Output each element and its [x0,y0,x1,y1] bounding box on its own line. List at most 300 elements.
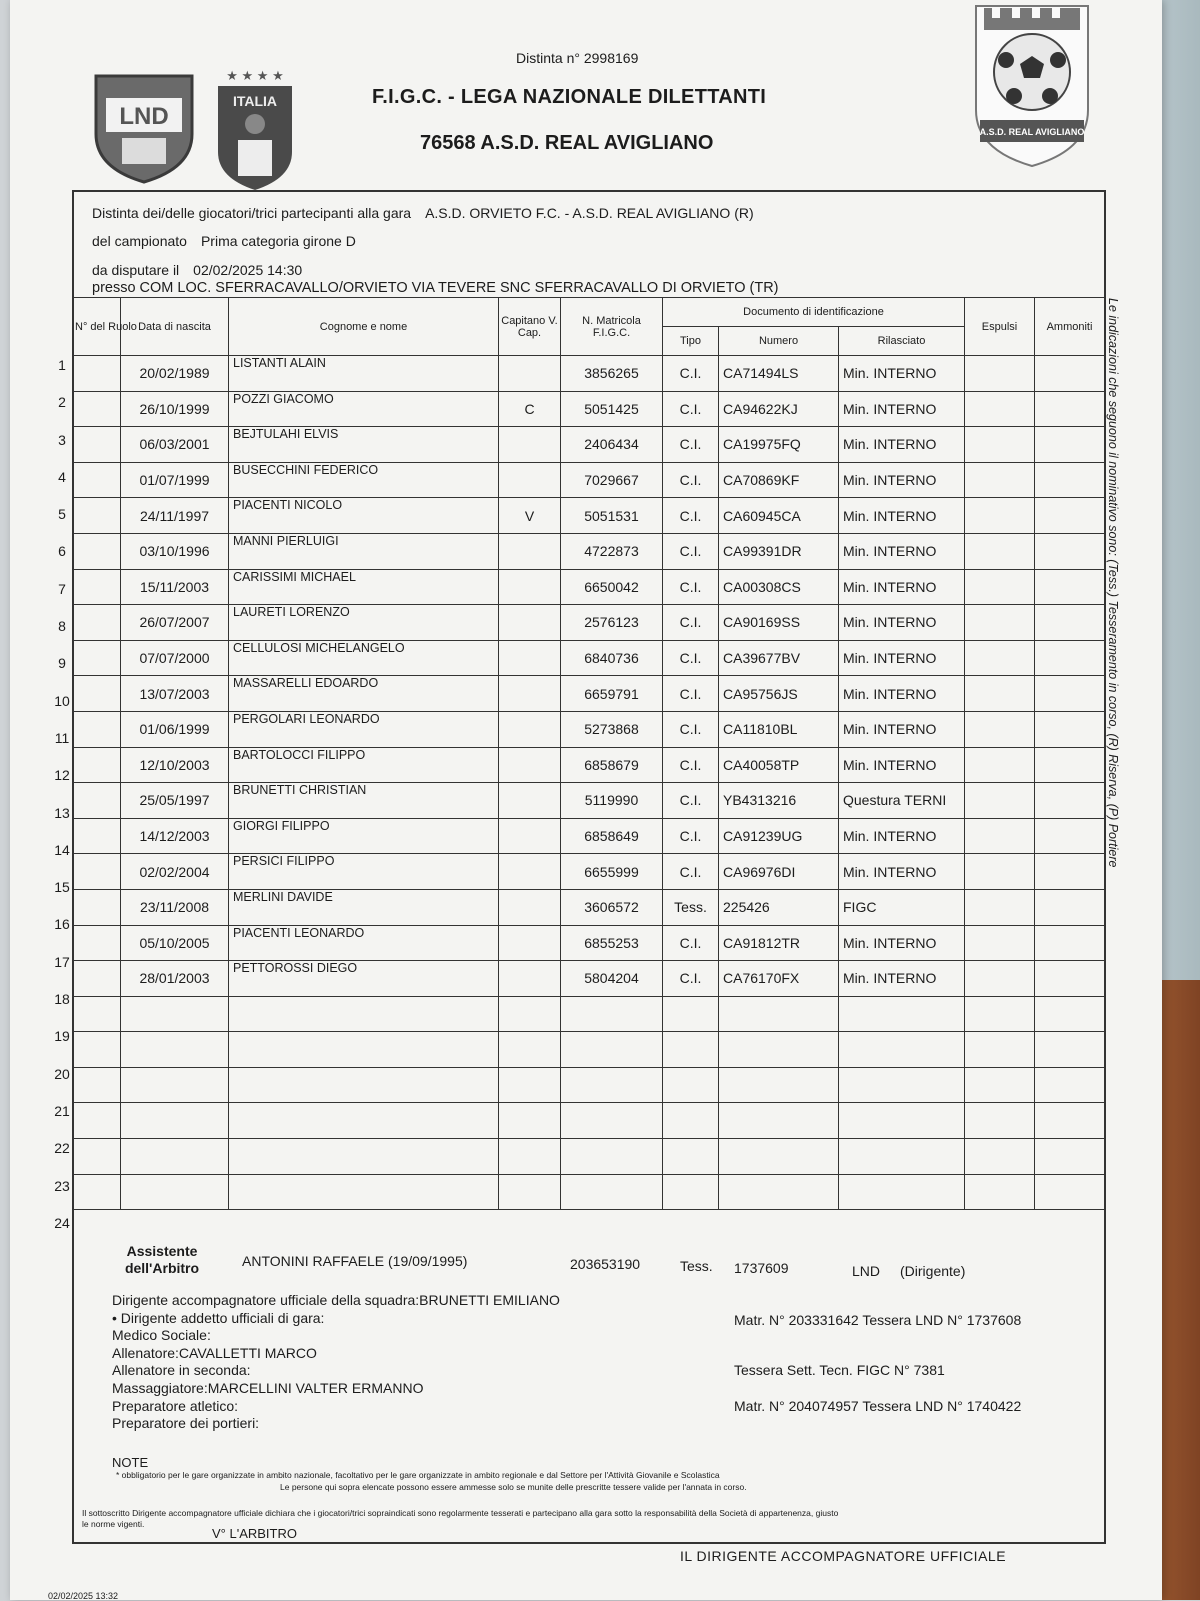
doc-type: C.I. [663,711,719,747]
col-matricola: N. Matricola F.I.G.C. [561,298,663,356]
label-date: da disputare il [92,262,180,278]
doc-number: 225426 [719,889,839,925]
birth-date: 06/03/2001 [121,427,229,463]
row-number: 24 [54,1214,70,1231]
doc-number: CA39677BV [719,640,839,676]
birth-date: 01/07/1999 [121,462,229,498]
row-number: 3 [58,431,66,448]
matricola: 5051425 [561,391,663,427]
doc-type: C.I. [663,498,719,534]
match-date: 02/02/2025 14:30 [193,262,303,278]
empty-cell [73,889,121,925]
empty-cell [121,1103,229,1139]
roster-table [72,297,1105,1210]
table-row [73,569,1105,605]
table-row [73,427,1105,463]
player-name: PIACENTI LEONARDO [229,925,499,961]
birth-date: 26/07/2007 [121,605,229,641]
empty-cell [561,1032,663,1068]
empty-cell [561,1139,663,1175]
empty-cell [965,356,1035,392]
birth-date: 13/07/2003 [121,676,229,712]
empty-cell [1035,889,1105,925]
dirigente-addetto: • Dirigente addetto ufficiali di gara: [112,1309,325,1326]
empty-cell [663,1103,719,1139]
lnd-logo-text: LND [119,103,169,130]
empty-cell [839,1067,965,1103]
empty-cell [1035,961,1105,997]
footnote-1: * obbligatorio per le gare organizzate in ambito nazionale, facoltativo per le gare organizzate in ambito regionale e dal Settore per l'Attività Giovanile e Scolastica [116,1470,720,1480]
table-row [73,889,1105,925]
captain-mark [499,533,561,569]
col-capitano: Capitano V. Cap. [499,298,561,356]
birth-date: 05/10/2005 [121,925,229,961]
captain-mark [499,961,561,997]
birth-date: 02/02/2004 [121,854,229,890]
doc-issuer: Questura TERNI [839,783,965,819]
dirigente-accompagnatore: Dirigente accompagnatore ufficiale della squadra:BRUNETTI EMILIANO [112,1292,560,1308]
player-name: MERLINI DAVIDE [229,889,499,925]
empty-cell [1035,783,1105,819]
empty-cell [1035,1067,1105,1103]
table-row [73,605,1105,641]
empty-cell [965,605,1035,641]
captain-mark [499,818,561,854]
club-logo-text: A.S.D. REAL AVIGLIANO [979,127,1085,137]
empty-cell [965,961,1035,997]
empty-cell [965,818,1035,854]
table-row [73,676,1105,712]
empty-cell [965,996,1035,1032]
captain-mark [499,605,561,641]
empty-cell [719,1067,839,1103]
empty-cell [965,889,1035,925]
col-ruolo: N° del Ruolo [73,298,121,356]
birth-date: 01/06/1999 [121,711,229,747]
col-nascita: Data di nascita [121,298,229,356]
captain-mark [499,783,561,819]
assistant-numero: 1737609 [734,1260,789,1276]
player-name: PETTOROSSI DIEGO [229,961,499,997]
arbitro-signature-label: V° L'ARBITRO [212,1526,297,1541]
doc-issuer: Min. INTERNO [839,747,965,783]
empty-cell [1035,498,1105,534]
empty-cell [561,996,663,1032]
birth-date: 12/10/2003 [121,747,229,783]
matricola: 6650042 [561,569,663,605]
empty-cell [1035,569,1105,605]
empty-cell [73,1174,121,1210]
empty-cell [229,1103,499,1139]
matricola: 5051531 [561,498,663,534]
doc-issuer: Min. INTERNO [839,498,965,534]
table-row [73,498,1105,534]
empty-cell [719,996,839,1032]
doc-number: CA91812TR [719,925,839,961]
doc-number: CA71494LS [719,356,839,392]
table-row [73,783,1105,819]
assistant-row [82,1243,1102,1283]
empty-cell [73,605,121,641]
medico-sociale: Medico Sociale: [112,1327,211,1344]
empty-cell [561,1067,663,1103]
table-row [73,747,1105,783]
col-nome: Cognome e nome [229,298,499,356]
matricola: 5804204 [561,961,663,997]
doc-issuer: Min. INTERNO [839,356,965,392]
row-number: 6 [58,543,66,560]
empty-cell [965,498,1035,534]
player-name: PIACENTI NICOLO [229,498,499,534]
table-row [73,961,1105,997]
empty-cell [73,854,121,890]
assistant-role: (Dirigente) [900,1263,966,1279]
matr-dirigente: Matr. N° 203331642 Tessera LND N° 1737608 [734,1312,1022,1328]
print-timestamp: 02/02/2025 13:32 [48,1591,119,1601]
empty-cell [1035,925,1105,961]
allenatore-seconda: Allenatore in seconda: [112,1362,251,1379]
club-title: 76568 A.S.D. REAL AVIGLIANO [420,132,714,154]
matr-massaggiatore: Matr. N° 204074957 Tessera LND N° 1740422 [734,1398,1022,1414]
empty-cell [719,1139,839,1175]
empty-cell [229,1174,499,1210]
table-row [73,533,1105,569]
doc-number: CA94622KJ [719,391,839,427]
empty-cell [499,1067,561,1103]
row-number: 17 [54,953,70,970]
matricola: 6840736 [561,640,663,676]
empty-cell [121,1032,229,1068]
table-row [73,818,1105,854]
empty-cell [663,1032,719,1068]
row-number: 2 [58,394,66,411]
italia-logo [212,66,298,192]
empty-cell [1035,533,1105,569]
row-number: 8 [58,618,66,635]
captain-mark [499,462,561,498]
doc-type: C.I. [663,356,719,392]
matricola: 7029667 [561,462,663,498]
empty-cell [1035,391,1105,427]
note-label: NOTE [112,1455,149,1470]
row-number: 5 [58,506,66,523]
captain-mark [499,640,561,676]
matricola: 6858679 [561,747,663,783]
empty-cell [839,1103,965,1139]
col-rilasciato: Rilasciato [839,327,965,356]
campionato-line [92,233,356,249]
player-name: BEJTULAHI ELVIS [229,427,499,463]
row-number: 23 [54,1177,70,1194]
col-tipo: Tipo [663,327,719,356]
table-row [73,925,1105,961]
doc-type: C.I. [663,961,719,997]
table-row [73,854,1105,890]
empty-cell [73,925,121,961]
doc-number: CA99391DR [719,533,839,569]
empty-cell [663,996,719,1032]
doc-issuer: Min. INTERNO [839,533,965,569]
doc-type: C.I. [663,747,719,783]
doc-number: CA60945CA [719,498,839,534]
matricola: 6855253 [561,925,663,961]
row-number: 16 [54,916,70,933]
captain-mark [499,676,561,712]
empty-cell [965,1174,1035,1210]
empty-cell [1035,996,1105,1032]
empty-cell [73,640,121,676]
doc-issuer: Min. INTERNO [839,569,965,605]
captain-mark [499,427,561,463]
player-name: LISTANTI ALAIN [229,356,499,392]
row-number: 7 [58,580,66,597]
empty-cell [73,961,121,997]
doc-number: CA19975FQ [719,427,839,463]
assistant-name: ANTONINI RAFFAELE (19/09/1995) [242,1253,468,1269]
empty-cell [965,854,1035,890]
table-row [73,462,1105,498]
doc-issuer: FIGC [839,889,965,925]
row-number: 15 [54,879,70,896]
side-legend: Le indicazioni che seguono il nominativo sono: (Tess.) Tesseramento in corso, (R) Riserva, (P) Portiere [1106,298,1120,868]
doc-issuer: Min. INTERNO [839,391,965,427]
player-name: BRUNETTI CHRISTIAN [229,783,499,819]
doc-type: C.I. [663,854,719,890]
doc-type: C.I. [663,640,719,676]
doc-issuer: Min. INTERNO [839,462,965,498]
empty-cell [965,925,1035,961]
captain-mark [499,747,561,783]
table-row [73,1103,1105,1139]
doc-type: C.I. [663,391,719,427]
captain-mark: C [499,391,561,427]
empty-cell [561,1174,663,1210]
doc-number: CA91239UG [719,818,839,854]
matricola: 5119990 [561,783,663,819]
matricola: 6659791 [561,676,663,712]
empty-cell [965,1032,1035,1068]
massaggiatore: Massaggiatore:MARCELLINI VALTER ERMANNO [112,1379,424,1396]
empty-cell [663,1067,719,1103]
captain-mark [499,356,561,392]
doc-type: C.I. [663,676,719,712]
doc-issuer: Min. INTERNO [839,427,965,463]
empty-cell [229,1067,499,1103]
birth-date: 23/11/2008 [121,889,229,925]
empty-cell [719,1174,839,1210]
birth-date: 24/11/1997 [121,498,229,534]
doc-type: C.I. [663,569,719,605]
row-number: 12 [54,767,70,784]
player-name: CELLULOSI MICHELANGELO [229,640,499,676]
assistant-rilasciato: LND [852,1263,881,1279]
doc-number: CA90169SS [719,605,839,641]
matricola: 6655999 [561,854,663,890]
allenatore: Allenatore:CAVALLETTI MARCO [112,1344,317,1361]
empty-cell [965,747,1035,783]
empty-cell [965,783,1035,819]
empty-cell [499,1139,561,1175]
empty-cell [73,747,121,783]
empty-cell [73,498,121,534]
captain-mark [499,889,561,925]
empty-cell [499,996,561,1032]
doc-issuer: Min. INTERNO [839,925,965,961]
doc-number: CA76170FX [719,961,839,997]
row-number: 22 [54,1140,70,1157]
empty-cell [1035,427,1105,463]
doc-type: C.I. [663,925,719,961]
empty-cell [73,533,121,569]
empty-cell [1035,1103,1105,1139]
empty-cell [561,1103,663,1139]
player-name: BARTOLOCCI FILIPPO [229,747,499,783]
player-name: LAURETI LORENZO [229,605,499,641]
col-documento: Documento di identificazione [663,298,965,327]
doc-number: CA00308CS [719,569,839,605]
empty-cell [229,996,499,1032]
campionato-value: Prima categoria girone D [200,233,356,249]
table-row [73,640,1105,676]
preparatore-portieri: Preparatore dei portieri: [112,1415,260,1432]
empty-cell [229,1139,499,1175]
empty-cell [663,1139,719,1175]
table-row [73,996,1105,1032]
date-line [92,262,302,278]
empty-cell [839,1139,965,1175]
empty-cell [1035,356,1105,392]
player-name: MANNI PIERLUIGI [229,533,499,569]
doc-issuer: Min. INTERNO [839,711,965,747]
birth-date: 28/01/2003 [121,961,229,997]
empty-cell [121,996,229,1032]
match-teams: A.S.D. ORVIETO F.C. - A.S.D. REAL AVIGLIANO (R) [425,205,754,221]
distinta-number: Distinta n° 2998169 [516,50,639,66]
empty-cell [1035,1032,1105,1068]
empty-cell [73,818,121,854]
birth-date: 07/07/2000 [121,640,229,676]
empty-cell [965,1139,1035,1175]
table-row [73,356,1105,392]
footnote-2: Le persone qui sopra elencate possono essere ammesse solo se munite delle prescritte tessere valide per l'annata in corso. [280,1482,747,1492]
player-name: POZZI GIACOMO [229,391,499,427]
doc-number: CA96976DI [719,854,839,890]
empty-cell [965,711,1035,747]
declaration: Il sottoscritto Dirigente accompagnatore ufficiale dichiara che i giocatori/trici sopraindicati sono regolarmente tesserati e partecipano alla gara sotto la responsabilità della Società di appartenenza, giusto [82,1508,839,1518]
assistant-tipo: Tess. [680,1258,713,1274]
empty-cell [73,1067,121,1103]
dirigente-addetto-label: Dirigente addetto ufficiali di gara: [120,1309,325,1326]
empty-cell [965,391,1035,427]
empty-cell [839,1174,965,1210]
matricola: 6858649 [561,818,663,854]
empty-cell [965,462,1035,498]
doc-issuer: Min. INTERNO [839,640,965,676]
row-number: 20 [54,1065,70,1082]
empty-cell [73,1103,121,1139]
doc-number: CA40058TP [719,747,839,783]
empty-cell [1035,462,1105,498]
row-number: 11 [54,729,70,746]
empty-cell [1035,1174,1105,1210]
svg-text:★ ★ ★ ★: ★ ★ ★ ★ [226,68,284,83]
captain-mark [499,569,561,605]
tessera-allenatore: Tessera Sett. Tecn. FIGC N° 7381 [734,1362,945,1378]
empty-cell [73,356,121,392]
preparatore-atletico: Preparatore atletico: [112,1397,239,1414]
row-number: 1 [58,357,66,373]
empty-cell [965,1067,1035,1103]
empty-cell [121,1067,229,1103]
captain-mark: V [499,498,561,534]
match-line [92,205,754,221]
doc-number: CA95756JS [719,676,839,712]
empty-cell [499,1103,561,1139]
empty-cell [719,1032,839,1068]
captain-mark [499,711,561,747]
doc-number: YB4313216 [719,783,839,819]
doc-type: C.I. [663,605,719,641]
empty-cell [1035,1139,1105,1175]
empty-cell [73,1032,121,1068]
empty-cell [965,1103,1035,1139]
birth-date: 26/10/1999 [121,391,229,427]
player-name: PERGOLARI LEONARDO [229,711,499,747]
empty-cell [965,676,1035,712]
table-row [73,1174,1105,1210]
federation-title: F.I.G.C. - LEGA NAZIONALE DILETTANTI [372,86,767,108]
col-espulsi: Espulsi [965,298,1035,356]
matricola: 3856265 [561,356,663,392]
empty-cell [1035,676,1105,712]
doc-number: CA11810BL [719,711,839,747]
player-name: CARISSIMI MICHAEL [229,569,499,605]
doc-number: CA70869KF [719,462,839,498]
doc-issuer: Min. INTERNO [839,854,965,890]
empty-cell [1035,747,1105,783]
table-row [73,711,1105,747]
empty-cell [73,676,121,712]
empty-cell [719,1103,839,1139]
doc-type: C.I. [663,818,719,854]
birth-date: 20/02/1989 [121,356,229,392]
captain-mark [499,854,561,890]
club-logo [970,0,1094,168]
birth-date: 15/11/2003 [121,569,229,605]
empty-cell [499,1174,561,1210]
matricola: 2576123 [561,605,663,641]
empty-cell [1035,711,1105,747]
doc-issuer: Min. INTERNO [839,605,965,641]
doc-type: C.I. [663,462,719,498]
dirigente-signature-label: IL DIRIGENTE ACCOMPAGNATORE UFFICIALE [680,1548,1007,1564]
player-name: PERSICI FILIPPO [229,854,499,890]
row-number: 14 [54,841,70,858]
empty-cell [1035,605,1105,641]
player-name: GIORGI FILIPPO [229,818,499,854]
empty-cell [965,640,1035,676]
empty-cell [121,1139,229,1175]
empty-cell [839,1032,965,1068]
lnd-logo [92,72,196,184]
col-numero: Numero [719,327,839,356]
table-row [73,1067,1105,1103]
birth-date: 25/05/1997 [121,783,229,819]
doc-issuer: Min. INTERNO [839,676,965,712]
assistant-matricola: 203653190 [570,1256,641,1272]
italia-logo-text: ITALIA [232,93,278,109]
empty-cell [73,996,121,1032]
